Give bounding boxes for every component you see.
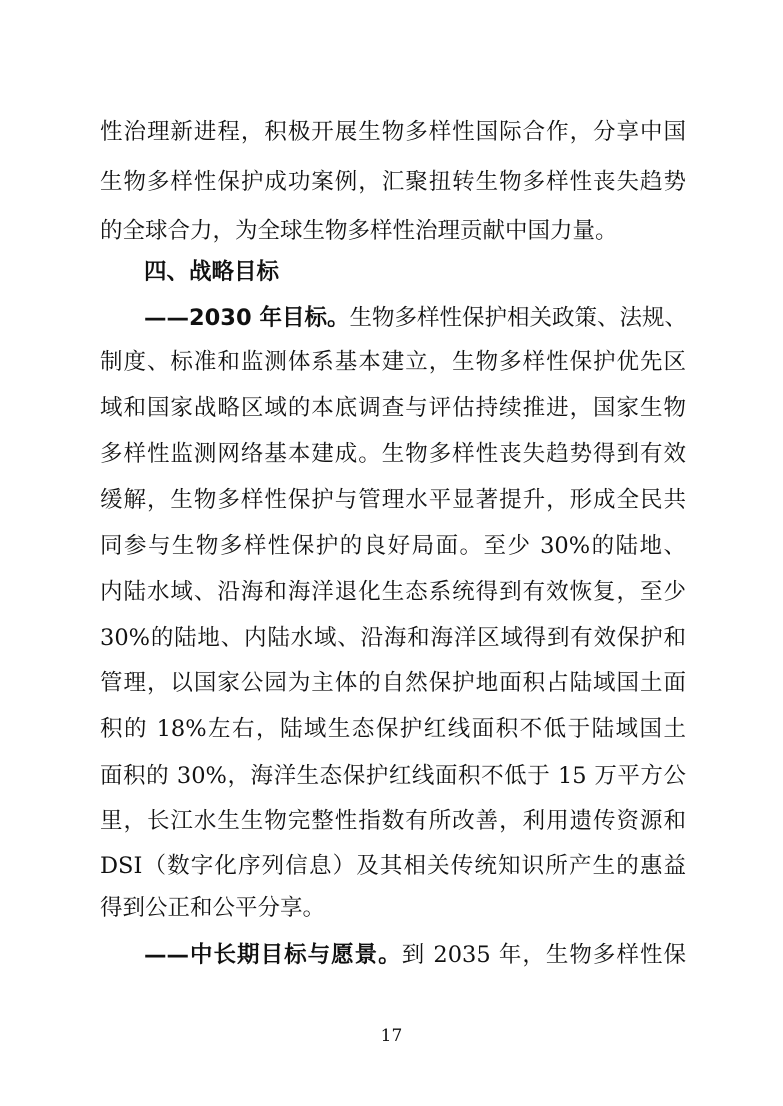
goal-2030-line: 里，长江水生生物完整性指数有所改善，利用遗传资源和: [100, 808, 686, 834]
goal-2030-line: 域和国家战略区域的本底调查与评估持续推进，国家生物: [100, 395, 686, 421]
goal-long-term-first-line: [144, 935, 686, 975]
goal-long-term-lead: ——中长期目标与愿景。: [144, 942, 402, 968]
goal-2030-line: 30%的陆地、内陆水域、沿海和海洋区域得到有效保护和: [100, 625, 686, 651]
goal-2030-line: 同参与生物多样性保护的良好局面。至少 30%的陆地、: [100, 533, 686, 559]
goal-2030-line: 面积的 30%，海洋生态保护红线面积不低于 15 万平方公: [100, 763, 686, 789]
goal-2030-lead: ——2030 年目标。: [144, 305, 350, 331]
goal-2030-line: 制度、标准和监测体系基本建立，生物多样性保护优先区: [100, 349, 686, 375]
goal-2030-line: 管理，以国家公园为主体的自然保护地面积占陆域国土面: [100, 670, 686, 696]
section-heading: 四、战略目标: [144, 259, 280, 285]
goal-2030-line: 多样性监测网络基本建成。生物多样性丧失趋势得到有效: [100, 441, 686, 467]
body-line-3: 的全球合力，为全球生物多样性治理贡献中国力量。: [100, 218, 618, 244]
goal-2030-line: 积的 18%左右，陆域生态保护红线面积不低于陆域国土: [100, 716, 686, 742]
goal-long-term-first-line-rest: 到 2035 年，生物多样性保: [401, 942, 686, 968]
goal-2030-line: DSI（数字化序列信息）及其相关传统知识所产生的惠益: [100, 853, 686, 879]
body-line-2: 生物多样性保护成功案例，汇聚扭转生物多样性丧失趋势: [100, 169, 686, 195]
goal-2030-line: 缓解，生物多样性保护与管理水平显著提升，形成全民共: [100, 487, 686, 513]
goal-2030-line: 内陆水域、沿海和海洋退化生态系统得到有效恢复，至少: [100, 579, 686, 605]
page-number: 17: [380, 1026, 403, 1046]
goal-2030-first-line: [144, 298, 686, 338]
body-line-1: 性治理新进程，积极开展生物多样性国际合作，分享中国: [100, 119, 686, 145]
goal-2030-line: 得到公正和公平分享。: [100, 895, 326, 921]
goal-2030-first-line-rest: 生物多样性保护相关政策、法规、: [349, 305, 687, 331]
